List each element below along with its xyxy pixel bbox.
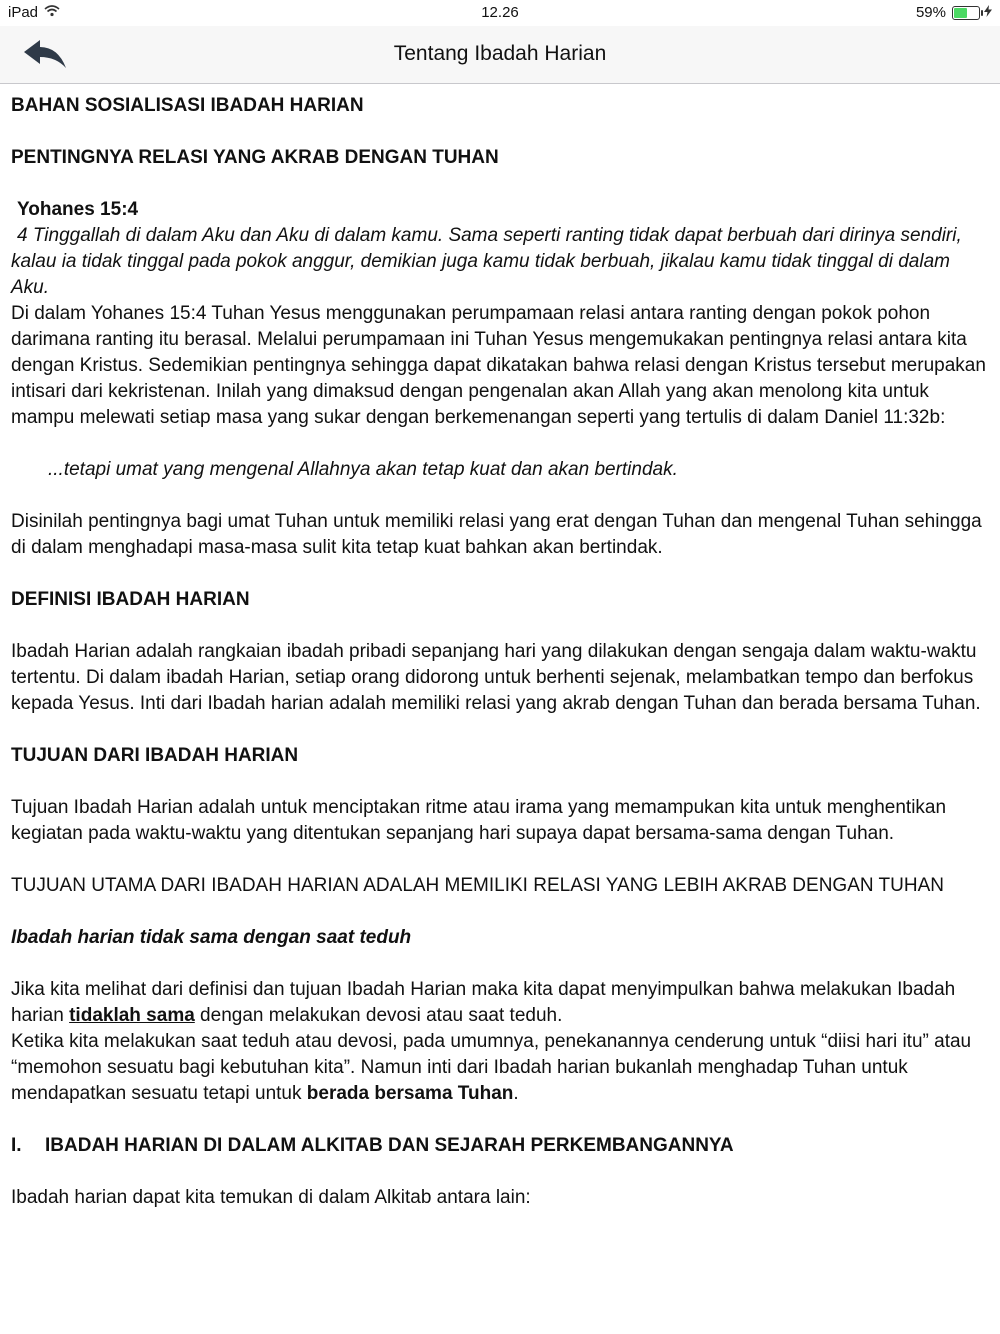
verse-text-content: 4 Tinggallah di dalam Aku dan Aku di dalam kamu. Sama seperti ranting tidak dapat berbuah dari dirinya sendiri, kalau ia tidak tinggal pada pokok anggur, demikian juga kamu tidak berbuah, jikalau kamu tidak tinggal di dalam Aku. [11, 225, 962, 298]
device-label: iPad [8, 4, 39, 21]
battery-percent: 59% [915, 4, 946, 21]
section-number: I. [11, 1135, 22, 1156]
heading-pentingnya-relasi: PENTINGNYA RELASI YANG AKRAB DENGAN TUHAN [11, 147, 499, 168]
section-title: IBADAH HARIAN DI DALAM ALKITAB DAN SEJARAH PERKEMBANGANNYA [45, 1135, 734, 1156]
paragraph-ketika-c: . [513, 1083, 519, 1104]
paragraph-ketika-a: Ketika kita melakukan saat teduh atau devosi, pada umumnya, penekanannya cenderung untuk “diisi hari itu” atau “memohon sesuatu bagi kebutuhan kita”. Namun inti dari Ibadah harian bukanlah menghadap Tuhan untuk mendapatkan sesuatu tetapi untuk [11, 1031, 972, 1104]
status-bar [0, 0, 1000, 26]
paragraph-jika-kita-a: Jika kita melihat dari definisi dan tujuan Ibadah Harian maka kita dapat menyimpulkan bahwa melakukan Ibadah harian [11, 979, 956, 1026]
navigation-bar [0, 26, 1000, 84]
emphasis-berada-bersama: berada bersama Tuhan [306, 1083, 514, 1104]
paragraph-tujuan: Tujuan Ibadah Harian adalah untuk menciptakan ritme atau irama yang memampukan kita untuk menghentikan kegiatan pada waktu-waktu yang ditentukan sepanjang hari supaya dapat bersama-sama dengan Tuhan. [11, 797, 947, 844]
status-bar-right [916, 4, 992, 21]
quote-daniel: ...tetapi umat yang mengenal Allahnya akan tetap kuat dan akan bertindak. [48, 459, 678, 480]
verse-reference: Yohanes 15:4 [17, 199, 139, 220]
status-time: 12.26 [481, 4, 519, 21]
section-heading-1 [11, 1133, 991, 1159]
article-content [11, 93, 991, 1237]
heading-bahan-sosialisasi: BAHAN SOSIALISASI IBADAH HARIAN [11, 95, 364, 116]
emphasis-tidaklah-sama: tidaklah sama [69, 1005, 195, 1026]
paragraph-disinilah: Disinilah pentingnya bagi umat Tuhan untuk memiliki relasi yang erat dengan Tuhan dan mengenal Tuhan sehingga di dalam menghadapi masa-masa sulit kita tetap kuat bahkan akan bertindak. [11, 511, 982, 558]
paragraph-definisi: Ibadah Harian adalah rangkaian ibadah pribadi sepanjang hari yang dilakukan dengan sengaja dalam waktu-waktu tertentu. Di dalam ibadah Harian, setiap orang didorong untuk berhenti sejenak, melambatkan tempo dan berfokus kepada Yesus. Inti dari Ibadah harian adalah memiliki relasi yang akrab dengan Tuhan dan berada bersama Tuhan. [11, 641, 981, 714]
battery-fill [954, 8, 967, 18]
paragraph-yohanes: Di dalam Yohanes 15:4 Tuhan Yesus menggunakan perumpamaan relasi antara ranting dengan pokok pohon darimana ranting itu berasal. Melalui perumpamaan ini Tuhan Yesus mengemukakan pentingnya relasi antara kita dengan Kristus. Sedemikian pentingnya sehingga dapat dikatakan bahwa relasi dengan Kristus tersebut merupakan intisari dari kekristenan. Inilah yang dimaksud dengan pengenalan akan Allah yang akan menolong kita untuk mampu melewati setiap masa yang sukar dengan berkemenangan seperti yang tertulis di dalam Daniel 11:32b: [11, 303, 986, 428]
heading-tujuan: TUJUAN DARI IBADAH HARIAN [11, 745, 299, 766]
battery-icon [952, 6, 980, 20]
paragraph-tujuan-utama: TUJUAN UTAMA DARI IBADAH HARIAN ADALAH MEMILIKI RELASI YANG LEBIH AKRAB DENGAN TUHAN [11, 875, 944, 896]
page-title: Tentang Ibadah Harian [393, 42, 607, 65]
verse-text [11, 223, 991, 301]
paragraph-jika-kita [11, 977, 991, 1029]
charging-icon [984, 4, 992, 21]
paragraph-jika-kita-c: dengan melakukan devosi atau saat teduh. [194, 1005, 563, 1026]
paragraph-alkitab: Ibadah harian dapat kita temukan di dalam Alkitab antara lain: [11, 1187, 531, 1208]
heading-definisi: DEFINISI IBADAH HARIAN [11, 589, 250, 610]
heading-tidak-sama: Ibadah harian tidak sama dengan saat teduh [11, 927, 412, 948]
paragraph-ketika [11, 1029, 991, 1107]
